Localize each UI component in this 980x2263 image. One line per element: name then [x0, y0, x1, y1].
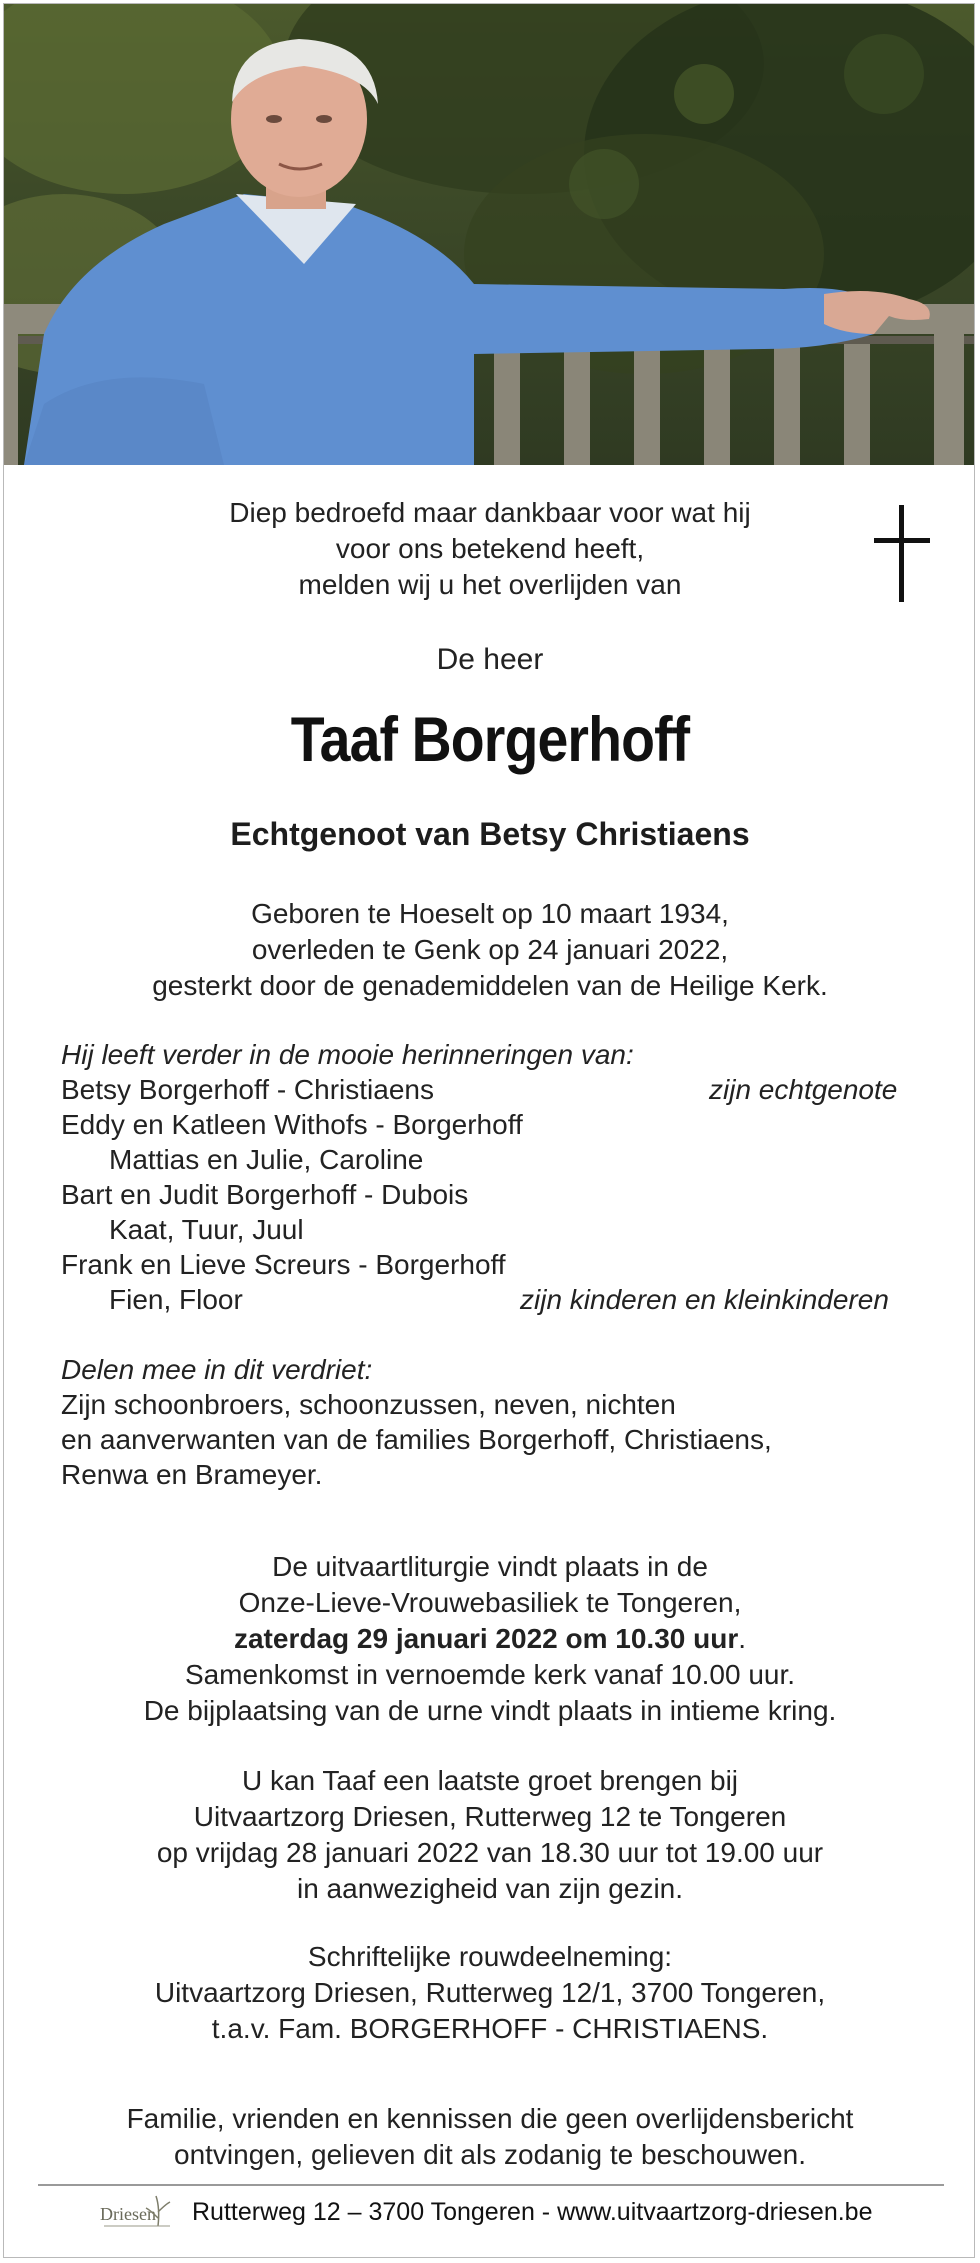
- grandchildren-3: Fien, Floor: [109, 1284, 243, 1315]
- grandchildren-2: Kaat, Tuur, Juul: [109, 1214, 304, 1245]
- footer-divider: [38, 2184, 944, 2186]
- farewell-line-2: Uitvaartzorg Driesen, Rutterweg 12 te Tongeren: [193, 1801, 787, 1832]
- funeral-date: [4, 1621, 975, 1657]
- intro-line-3: melden wij u het overlijden van: [298, 569, 682, 600]
- funeral-line-2: Onze-Lieve-Vrouwebasiliek te Tongeren,: [238, 1587, 742, 1618]
- child-3: Frank en Lieve Screurs - Borgerhoff: [61, 1249, 506, 1280]
- children-role: zijn kinderen en kleinkinderen: [520, 1284, 889, 1315]
- grandchildren-1: Mattias en Julie, Caroline: [109, 1144, 424, 1175]
- funeral-line-4: Samenkomst in vernoemde kerk vanaf 10.00 uur.: [184, 1659, 796, 1690]
- spouse-name: Betsy Borgerhoff - Christiaens: [61, 1074, 434, 1105]
- funeral-line-1: De uitvaartliturgie vindt plaats in de: [272, 1551, 708, 1582]
- birth-line: Geboren te Hoeselt op 10 maart 1934,: [251, 898, 729, 929]
- spouse-role: zijn echtgenote: [709, 1074, 898, 1105]
- farewell-line-1: U kan Taaf een laatste groet brengen bij: [241, 1765, 739, 1796]
- portrait-illustration: [4, 4, 974, 465]
- sharing-line-2: en aanverwanten van de families Borgerhoff, Christiaens,: [61, 1424, 772, 1455]
- logo-text: Driesen: [100, 2204, 156, 2224]
- driesen-logo: [96, 2188, 176, 2240]
- footer-address: Rutterweg 12 – 3700 Tongeren - www.uitvaartzorg-driesen.be: [192, 2198, 873, 2226]
- intro-line-2: voor ons betekend heeft,: [335, 533, 645, 564]
- salutation: De heer: [436, 643, 544, 676]
- funeral-line-5: De bijplaatsing van de urne vindt plaats in intieme kring.: [143, 1695, 837, 1726]
- spouse-line: Echtgenoot van Betsy Christiaens: [230, 816, 750, 852]
- farewell-line-4: in aanwezigheid van zijn gezin.: [296, 1873, 684, 1904]
- condolences-line-3: t.a.v. Fam. BORGERHOFF - CHRISTIAENS.: [211, 2013, 769, 2044]
- deceased-name: Taaf Borgerhoff: [290, 705, 690, 775]
- sharing-heading: Delen mee in dit verdriet:: [61, 1354, 373, 1385]
- notice-line-1: Familie, vrienden en kennissen die geen overlijdensbericht: [126, 2103, 854, 2134]
- notice-line-2: ontvingen, gelieven dit als zodanig te beschouwen.: [174, 2139, 806, 2170]
- sharing-line-3: Renwa en Brameyer.: [61, 1459, 323, 1490]
- funeral-date-bold: zaterdag 29 januari 2022 om 10.30 uur: [233, 1623, 739, 1654]
- condolences-line-2: Uitvaartzorg Driesen, Rutterweg 12/1, 3700 Tongeren,: [154, 1977, 826, 2008]
- portrait-photo: [4, 4, 974, 465]
- child-2: Bart en Judit Borgerhoff - Dubois: [61, 1179, 469, 1210]
- child-1: Eddy en Katleen Withofs - Borgerhoff: [61, 1109, 523, 1140]
- family-heading: Hij leeft verder in de mooie herinneringen van:: [61, 1039, 634, 1070]
- death-line: overleden te Genk op 24 januari 2022,: [251, 934, 729, 965]
- farewell-line-3: op vrijdag 28 januari 2022 van 18.30 uur tot 19.00 uur: [156, 1837, 824, 1868]
- sharing-line-1: Zijn schoonbroers, schoonzussen, neven, nichten: [61, 1389, 676, 1420]
- condolences-line-1: Schriftelijke rouwdeelneming:: [307, 1941, 673, 1972]
- obituary-card: [3, 3, 975, 2258]
- funeral-date-suffix: .: [738, 1623, 746, 1654]
- intro-line-1: Diep bedroefd maar dankbaar voor wat hij: [229, 497, 751, 528]
- sacrament-line: gesterkt door de genademiddelen van de Heilige Kerk.: [152, 970, 828, 1001]
